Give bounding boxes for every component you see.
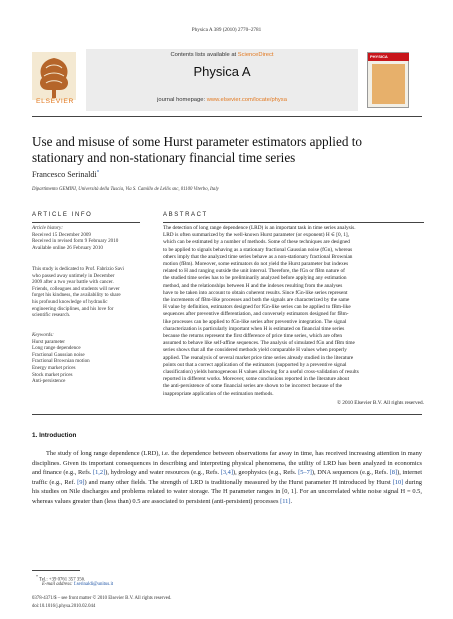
intro-line-5: fields. The strength of LRD is traditionally measured by the Hurst parameter H introduced by Hurst (130, 478, 393, 486)
journal-cover-thumbnail (367, 52, 409, 108)
abstract-line: The detection of long range dependence (LRD) is an important task in time series analysis. (163, 225, 356, 231)
dedication-line: his profound knowledge of hydraulic (32, 298, 108, 305)
abstract-line: to be applied to signals behaving as a stationary fractional Gaussian noise (fGn), whereas (163, 246, 353, 253)
abstract-line: the anti-persistence of some financial series are shown to be incorrect because of the (163, 383, 342, 390)
dedication-line: This study is dedicated to Prof. Fabrizio Savi (32, 266, 124, 272)
abstract-line: related to H and ranging outside the unit interval. Therefore, the fGn or fBm nature of (163, 268, 345, 275)
footnote-email (42, 582, 113, 587)
contents-prefix: Contents lists available at (170, 52, 238, 58)
intro-line-3-end: ), hydrology and water resources (105, 469, 190, 477)
front-matter-line: 0378-4371/$ – see front matter © 2010 Elsevier B.V. All rights reserved. (32, 596, 172, 601)
citation-link[interactable]: [5–7] (298, 469, 312, 477)
citation-link[interactable]: [10] (392, 478, 404, 486)
intro-line-7: signal H = 0.5, whereas values greater than (less than) 0.5 are associated to persistent (anti-persistent) processes (32, 488, 422, 505)
author-corresponding-mark[interactable]: * (96, 170, 100, 176)
email-link[interactable]: f.serinaldi@unitus.it (73, 582, 114, 587)
intro-text: during his studies (32, 478, 422, 496)
abstract-line: method, and the relationships between H and the indexes resulting from the analyses (163, 282, 343, 289)
abstract-line: sequences after preventive differentiation, and conversely estimators designed for fBm- (163, 311, 349, 318)
abstract-line: reported in different works. Moreover, some conclusions reported in the literature about (163, 376, 350, 383)
dedication-line: who passed away untimely in December (32, 272, 115, 279)
intro-line-4: (e.g., Refs. (191, 469, 221, 477)
journal-title: Physica A (193, 64, 251, 79)
abstract-line: H value by definition, estimators designed for fGn-like series can be applied to fBm-like (163, 304, 351, 311)
keyword: Long range dependence (32, 345, 81, 352)
cover-artwork (372, 64, 405, 104)
abstract-copyright: © 2010 Elsevier B.V. All rights reserved. (336, 400, 424, 406)
title-line-1: Use and misuse of some Hurst parameter estimators applied to (32, 134, 362, 149)
history-received: Received 15 December 2009 (32, 231, 91, 238)
author-name-text: Francesco Serinaldi (32, 170, 97, 179)
dedication-line: forget his kindness, the availability to share (32, 292, 121, 299)
article-info-heading: ARTICLE INFO (32, 212, 93, 218)
telephone-text: Tel.: +39 0761 357 356. (39, 577, 86, 583)
title-line-2: stationary and non-stationary financial time series (32, 150, 296, 165)
author-affiliation: Dipartimento GEMINI, Università della Tuscia, Via S. Camillo de Lellis snc, 01100 Viterbo, Italy (32, 187, 219, 192)
keyword: Energy market prices (32, 364, 76, 371)
keyword: Fractional Brownian motion (32, 358, 90, 365)
abstract-line: because the returns represent the first difference of price time series, which are often (163, 333, 343, 340)
abstract-line: the increments of fBm-like processes and both the signals are characterized by the same (163, 297, 350, 304)
abstract-rule (163, 222, 424, 223)
abstract-line: LRD is often summarized by the well-known Hurst parameter (or exponent) H ∈ [0, 1], (163, 232, 350, 239)
email-label: E-mail address: (42, 582, 74, 587)
dedication-line: Friends, colleagues and students will never (32, 285, 120, 292)
contents-availability (86, 52, 358, 58)
intro-text: ), geophysics (e.g., Refs. (232, 469, 299, 477)
footnote-mark: * (36, 574, 38, 579)
dedication-note (32, 266, 140, 319)
abstract-line: others imply that the analyzed time series behave as a non-stationary fractional Brownian (163, 253, 353, 260)
keyword: Fractional Gaussian noise (32, 351, 85, 358)
intro-line-3: phenomena, the utility of LRD has been analyzed in economics and finance (e.g., Refs. (32, 459, 422, 477)
abstract-line: classification) yields homogeneous H values allowing for a useful cross-validation of results (163, 369, 359, 376)
journal-reference: Physica A 389 (2010) 2770–2781 (191, 27, 262, 33)
keywords-label: Keywords: (32, 332, 54, 338)
intro-text: . (290, 497, 293, 505)
header-rule (32, 116, 422, 117)
publisher-name: ELSEVIER (35, 98, 75, 105)
history-online: Available online 26 February 2010 (32, 244, 103, 251)
abstract-line: assumed to behave like self-affine sequences. The analysis of simulated fGn and fBm time (163, 340, 355, 347)
abstract-line: inappropriate application of the estimation methods. (163, 390, 274, 397)
footnote-rule (32, 570, 80, 571)
history-revised: Received in revised form 9 February 2010 (32, 238, 119, 245)
sciencedirect-link[interactable]: ScienceDirect (237, 52, 274, 58)
abstract-end-rule (32, 414, 422, 415)
abstract-line: which can be estimated by a number of methods. Some of these techniques are designed (163, 239, 350, 246)
article-info-rule (32, 222, 140, 223)
journal-homepage (86, 97, 358, 103)
abstract-line: like processes can be applied to fGn-like series after preventive integration. The signal (163, 318, 347, 325)
dedication-line: scientific research. (32, 312, 71, 319)
keywords (32, 332, 140, 385)
abstract-line: have to be taken into account to obtain coherent results. Since fGn-like series represent (163, 289, 348, 296)
keyword: Stock market prices (32, 371, 73, 378)
article-history (32, 225, 140, 251)
intro-text: ), internet traffic (e.g., Ref. (32, 469, 423, 486)
abstract-line: series shows that all the considered methods yield comparable H values when properly (163, 347, 347, 354)
abstract-line: motion (fBm). Moreover, some estimators do not yield the Hurst parameter but indexes (163, 261, 349, 268)
introduction-heading: 1. Introduction (32, 432, 77, 439)
author-name (32, 170, 99, 179)
homepage-prefix: journal homepage: (157, 97, 207, 103)
keyword: Anti-persistence (32, 378, 66, 385)
abstract-heading: ABSTRACT (163, 212, 208, 218)
intro-text: ) and many other (84, 478, 130, 486)
elsevier-tree-logo (32, 52, 76, 100)
citation-link[interactable]: [8] (389, 469, 398, 477)
abstract-line: applied. The reanalysis of several market price time series already studied in the literature (163, 354, 354, 361)
intro-line-6: on Nile discharges and problems related to water storage. The H parameter ranges in [0, 1]. For an uncorrelated white noise (60, 488, 382, 496)
citation-link[interactable]: [3,4] (220, 469, 233, 477)
doi-link[interactable]: doi:10.1016/j.physa.2010.02.044 (32, 604, 96, 609)
cover-label: PHYSICA (370, 54, 388, 59)
article-title (32, 134, 422, 166)
keyword: Hurst parameter (32, 338, 65, 345)
dedication-line: 2009 after a two year battle with cancer. (32, 279, 114, 286)
abstract-line: the studied time series has to be preliminarily analyzed before applying any estimation (163, 275, 347, 282)
history-label: Article history: (32, 225, 63, 231)
intro-text: ), DNA sequences (e.g., Refs. (311, 469, 390, 477)
citation-link[interactable]: [9] (77, 478, 85, 486)
citation-link[interactable]: [1,2] (92, 469, 106, 477)
intro-line-1: The study of long range dependence (LRD), i.e. the dependence between observations far away in time, has received (46, 450, 348, 457)
abstract-body (163, 225, 424, 398)
dedication-line: engineering disciplines, and his love for (32, 305, 114, 312)
abstract-line: points out that a correct application of the estimators (supported by a preventive signal (163, 361, 347, 368)
homepage-link[interactable]: www.elsevier.com/locate/physa (206, 97, 287, 103)
citation-link[interactable]: [11] (280, 497, 291, 505)
introduction-body (32, 449, 422, 507)
abstract-line: characterization is particularly important when H is estimated on financial time series (163, 325, 345, 332)
intro-line-2: increasing attention in many disciplines. Given its important consequences in describing and interpreting physical (32, 450, 422, 467)
